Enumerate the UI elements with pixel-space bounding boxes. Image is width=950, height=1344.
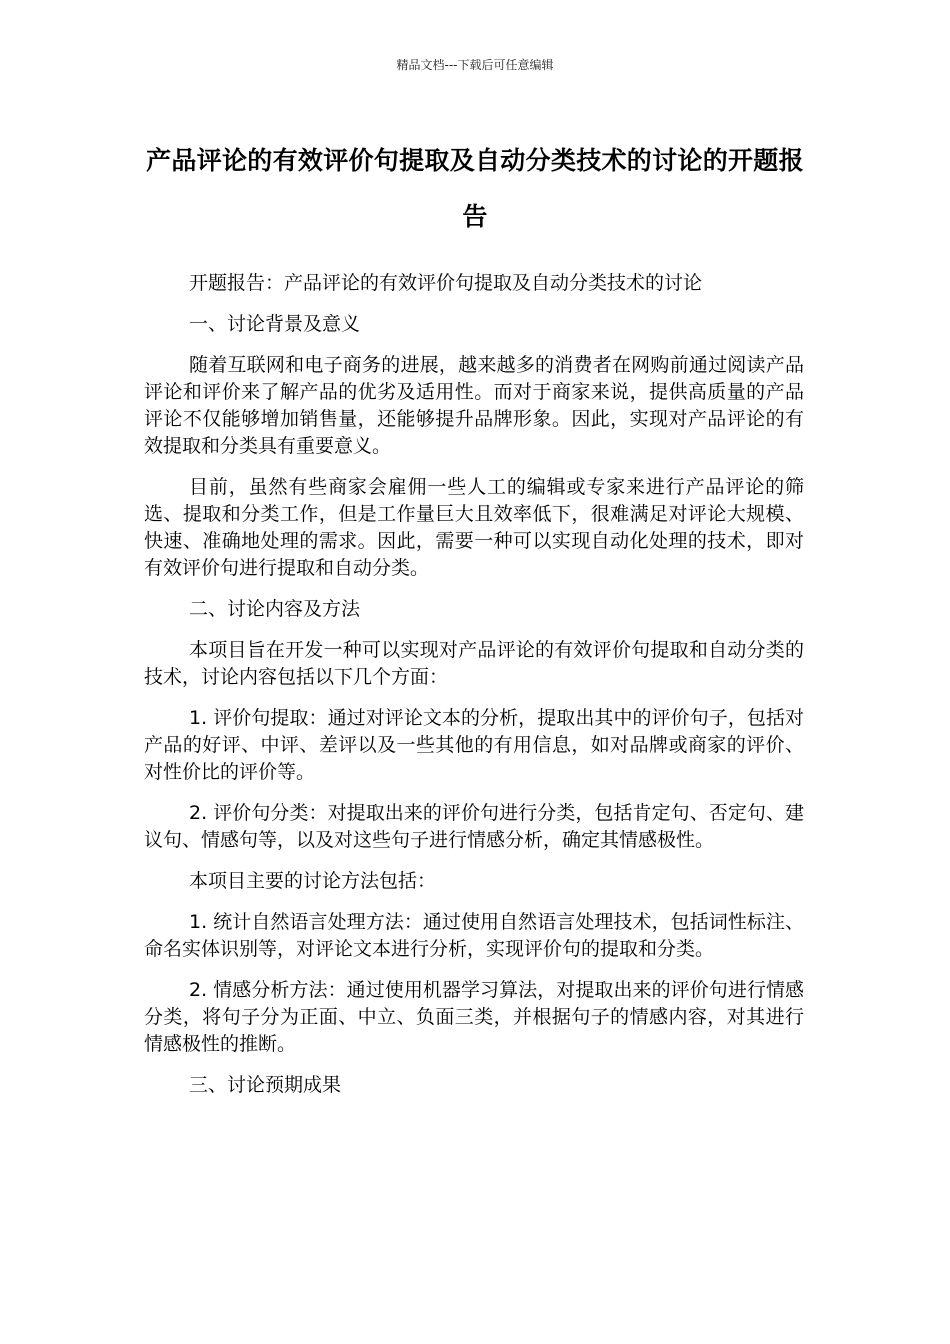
list-item-statistical-nlp: 1. 统计自然语言处理方法：通过使用自然语言处理技术，包括词性标注、命名实体识别等，对评论文本进行分析，实现评价句的提取和分类。 <box>144 911 804 960</box>
intro-line: 开题报告：产品评论的有效评价句提取及自动分类技术的讨论 <box>189 272 703 294</box>
section-heading-content-method: 二、讨论内容及方法 <box>189 598 361 620</box>
paragraph-current-status: 目前，虽然有些商家会雇佣一些人工的编辑或专家来进行产品评论的筛选、提取和分类工作，但是工作量巨大且效率低下，很难满足对评论大规模、快速、准确地处理的需求。因此，需要一种可以实现自动化处理的技术，即对有效评价句进行提取和自动分类。 <box>144 476 804 579</box>
document-body <box>144 270 804 1113</box>
header-note: 精品文档---下载后可任意编辑 <box>396 58 554 72</box>
paragraph-methods-intro: 本项目主要的讨论方法包括： <box>189 870 437 892</box>
list-item-sentence-extraction: 1. 评价句提取：通过对评论文本的分析，提取出其中的评价句子，包括对产品的好评、中评、差评以及一些其他的有用信息，如对品牌或商家的评价、对性价比的评价等。 <box>144 707 804 783</box>
list-item-sentence-classification: 2. 评价句分类：对提取出来的评价句进行分类，包括肯定句、否定句、建议句、情感句等，以及对这些句子进行情感分析，确定其情感极性。 <box>144 802 804 851</box>
section-heading-expected-results: 三、讨论预期成果 <box>189 1074 342 1096</box>
section-heading-background: 一、讨论背景及意义 <box>189 313 361 335</box>
list-item-sentiment-analysis: 2. 情感分析方法：通过使用机器学习算法，对提取出来的评价句进行情感分类，将句子分为正面、中立、负面三类，并根据句子的情感内容，对其进行情感极性的推断。 <box>144 979 804 1055</box>
document-title: 产品评论的有效评价句提取及自动分类技术的讨论的开题报告 <box>146 146 804 231</box>
paragraph-background: 随着互联网和电子商务的进展，越来越多的消费者在网购前通过阅读产品评论和评价来了解产品的优劣及适用性。而对于商家来说，提供高质量的产品评论不仅能够增加销售量，还能够提升品牌形象。因此，实现对产品评论的有效提取和分类具有重要意义。 <box>144 354 804 457</box>
paragraph-project-aim: 本项目旨在开发一种可以实现对产品评论的有效评价句提取和自动分类的技术，讨论内容包括以下几个方面： <box>144 639 804 688</box>
